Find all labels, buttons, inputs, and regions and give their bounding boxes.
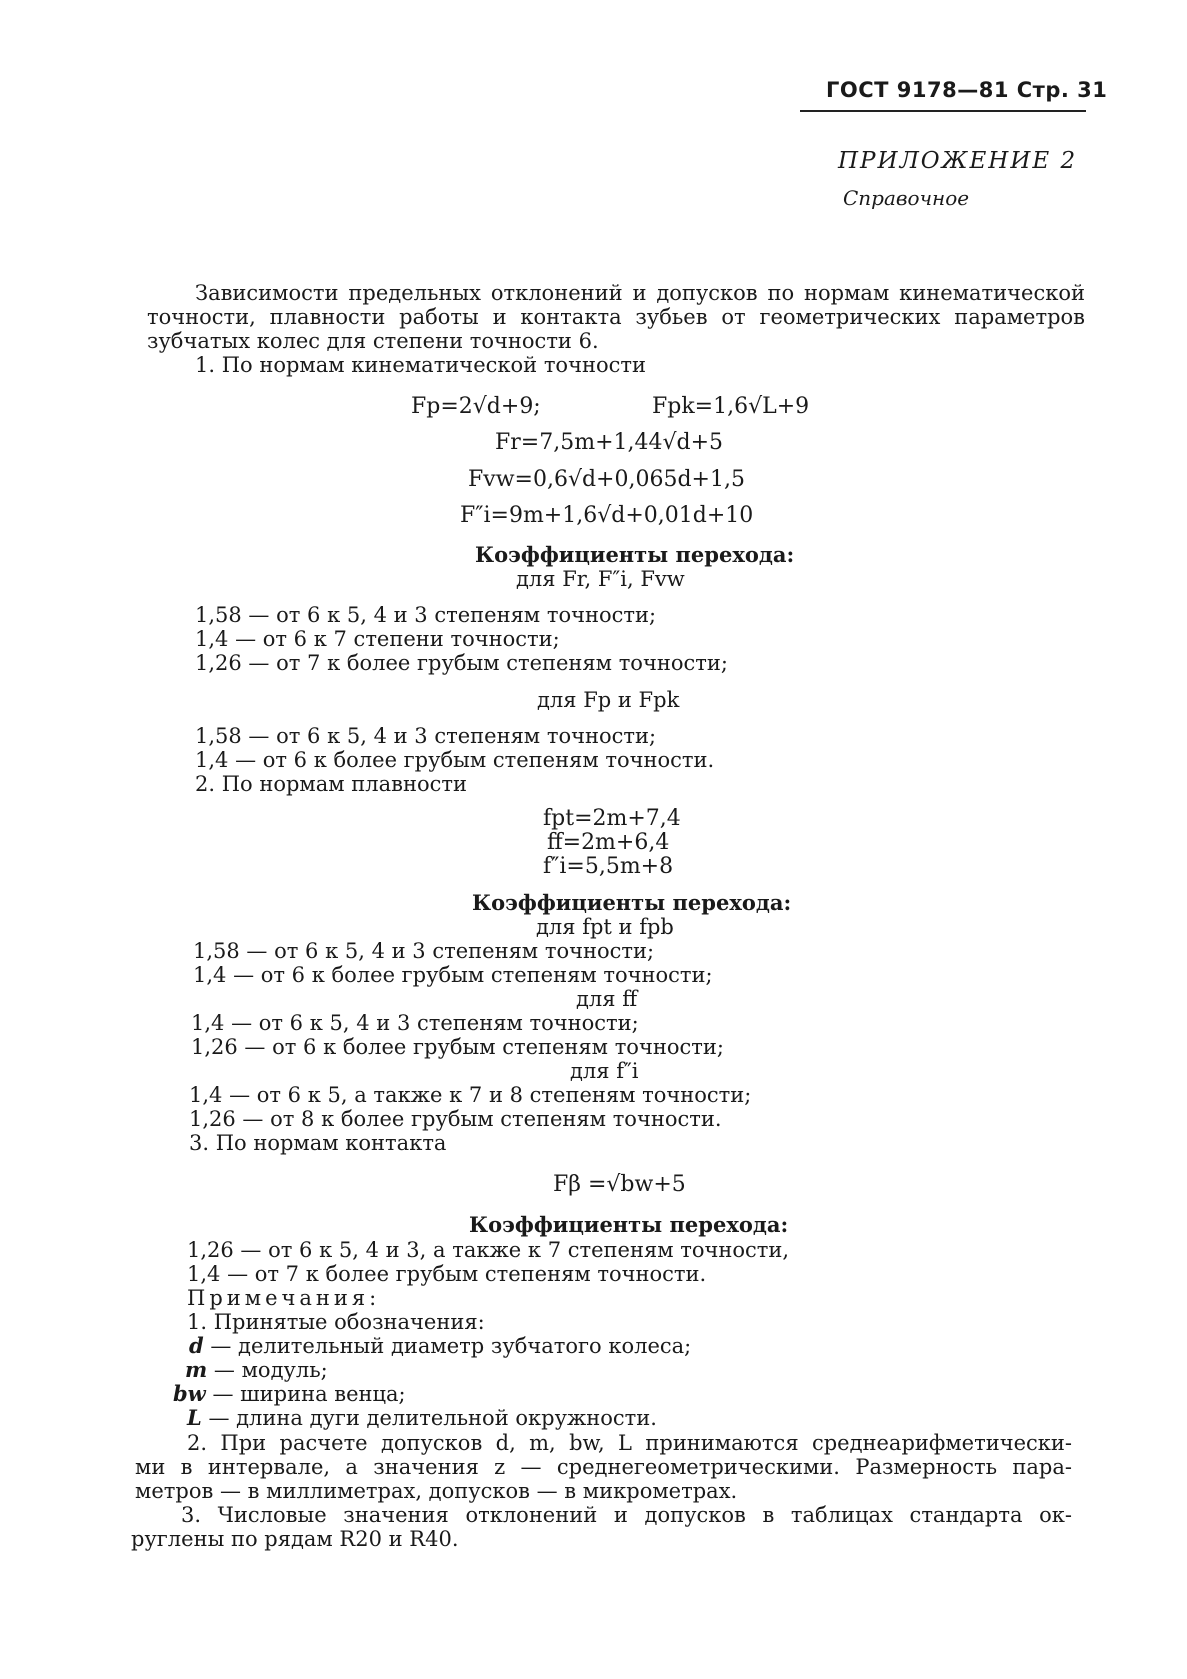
- section1-group1-label: для Fr, F″i, Fvw: [516, 567, 685, 591]
- section1-group2-label: для Fp и Fpk: [537, 688, 680, 712]
- section2-g2-line-2: 1,26 — от 6 к более грубым степеням точности;: [191, 1035, 724, 1059]
- section1-heading: 1. По нормам кинематической точности: [195, 353, 646, 377]
- formula-fbeta: Fβ =√bw+5: [553, 1172, 686, 1197]
- section2-g2-line-1: 1,4 — от 6 к 5, 4 и 3 степеням точности;: [191, 1011, 639, 1035]
- running-title: ГОСТ 9178—81 Стр. 31: [826, 78, 1108, 102]
- notes-item-1: 1. Принятые обозначения:: [187, 1310, 485, 1334]
- definition-bw-symbol: bw: [173, 1381, 206, 1406]
- notes-item-2-line-2: ми в интервале, а значения z — среднегеометрическими. Размерность пара-: [135, 1455, 1072, 1479]
- section1-g1-line-2: 1,4 — от 6 к 7 степени точности;: [195, 627, 560, 651]
- notes-item-3-line-1: 3. Числовые значения отклонений и допусков в таблицах стандарта ок-: [181, 1503, 1072, 1527]
- section1-coef-title: Коэффициенты перехода:: [475, 542, 795, 567]
- section2-group1-label: для fpt и fpb: [536, 915, 674, 939]
- section1-g1-line-3: 1,26 — от 7 к более грубым степеням точности;: [195, 651, 728, 675]
- section1-g2-line-1: 1,58 — от 6 к 5, 4 и 3 степеням точности;: [195, 724, 657, 748]
- intro-line-3: зубчатых колес для степени точности 6.: [147, 329, 599, 353]
- section2-g3-line-1: 1,4 — от 6 к 5, а также к 7 и 8 степеням точности;: [189, 1083, 752, 1107]
- section3-heading: 3. По нормам контакта: [189, 1131, 447, 1155]
- section3-coef-title: Коэффициенты перехода:: [469, 1212, 789, 1237]
- definition-l-text: — длина дуги делительной окружности.: [208, 1406, 657, 1430]
- definition-l-symbol: L: [187, 1405, 202, 1430]
- formula-ff: ff=2m+6,4: [547, 830, 670, 855]
- notes-item-3-line-2: руглены по рядам R20 и R40.: [131, 1527, 459, 1551]
- section2-g3-line-2: 1,26 — от 8 к более грубым степеням точности.: [189, 1107, 722, 1131]
- formula-fr: Fr=7,5m+1,44√d+5: [495, 430, 724, 455]
- definition-l: [187, 1406, 657, 1430]
- formula-fvw: Fvw=0,6√d+0,065d+1,5: [468, 467, 745, 492]
- definition-d-text: — делительный диаметр зубчатого колеса;: [210, 1334, 692, 1358]
- section2-group2-label: для ff: [576, 987, 638, 1011]
- section1-g1-line-1: 1,58 — от 6 к 5, 4 и 3 степеням точности;: [195, 603, 657, 627]
- definition-d-symbol: d: [189, 1333, 204, 1358]
- definition-m-symbol: m: [185, 1357, 208, 1382]
- definition-m-text: — модуль;: [213, 1358, 328, 1382]
- definition-m: [185, 1358, 328, 1382]
- appendix-subtitle: Справочное: [843, 186, 970, 210]
- notes-item-2-line-3: метров — в миллиметрах, допусков — в микрометрах.: [135, 1479, 738, 1503]
- section3-line-2: 1,4 — от 7 к более грубым степеням точности.: [187, 1262, 707, 1286]
- intro-line-2: точности, плавности работы и контакта зубьев от геометрических параметров: [147, 305, 1085, 329]
- section2-group3-label: для f″i: [570, 1059, 639, 1083]
- appendix-title: ПРИЛОЖЕНИЕ 2: [838, 148, 1078, 174]
- formula-fpt: fpt=2m+7,4: [543, 806, 681, 831]
- header-rule: [800, 110, 1086, 112]
- section2-heading: 2. По нормам плавности: [195, 772, 467, 796]
- section1-g2-line-2: 1,4 — от 6 к более грубым степеням точности.: [195, 748, 715, 772]
- definition-bw: [173, 1382, 406, 1406]
- formula-f-i-2: f″i=5,5m+8: [543, 854, 674, 879]
- definition-bw-text: — ширина венца;: [212, 1382, 406, 1406]
- section3-line-1: 1,26 — от 6 к 5, 4 и 3, а также к 7 степеням точности,: [187, 1238, 790, 1262]
- section2-g1-line-1: 1,58 — от 6 к 5, 4 и 3 степеням точности;: [193, 939, 655, 963]
- formula-fp: Fp=2√d+9;: [411, 394, 541, 419]
- formula-fpk: Fpk=1,6√L+9: [652, 394, 810, 419]
- intro-line-1: Зависимости предельных отклонений и допусков по нормам кинематической: [195, 281, 1085, 305]
- notes-title: Примечания:: [187, 1286, 381, 1310]
- section2-coef-title: Коэффициенты перехода:: [472, 890, 792, 915]
- notes-item-2-line-1: 2. При расчете допусков d, m, bw, L принимаются среднеарифметически-: [187, 1431, 1072, 1455]
- section2-g1-line-2: 1,4 — от 6 к более грубым степеням точности;: [193, 963, 713, 987]
- definition-d: [189, 1334, 691, 1358]
- formula-fi: F″i=9m+1,6√d+0,01d+10: [460, 503, 754, 528]
